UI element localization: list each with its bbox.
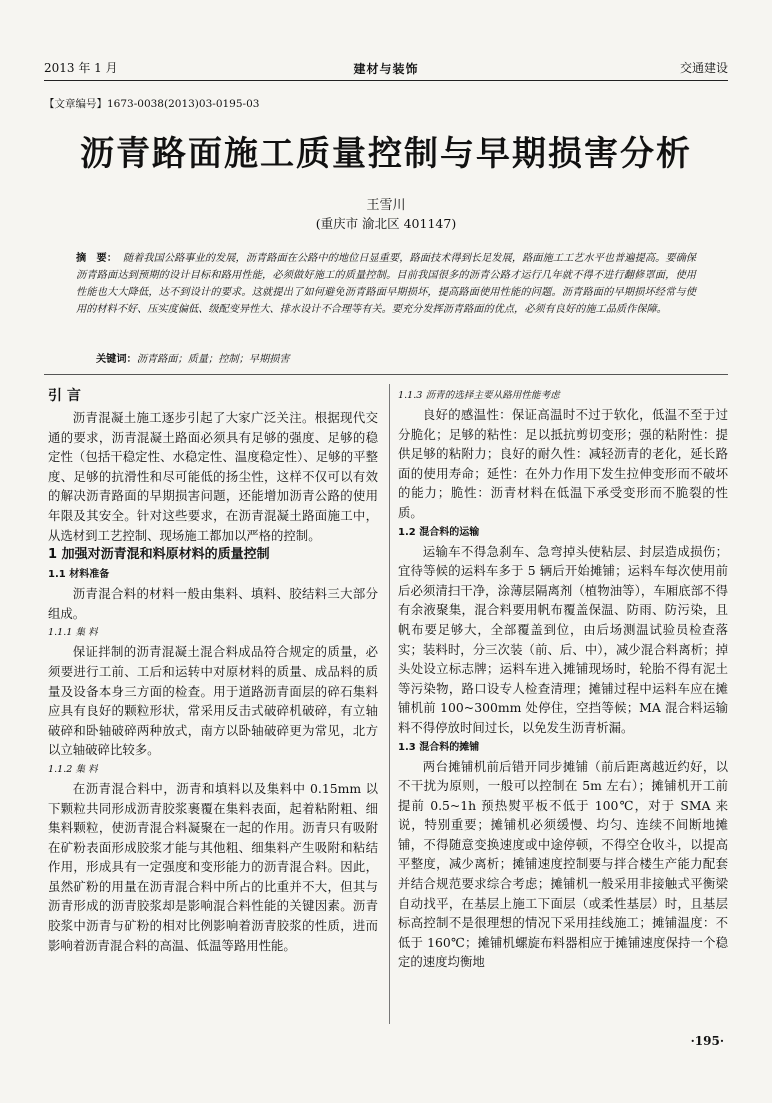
keywords-text: 沥青路面；质量；控制；早期损害 [136, 354, 290, 365]
page-number: ·195· [690, 1034, 724, 1048]
heading-section-1-1-2: 1.1.2 集 料 [48, 763, 98, 775]
article-number: 【文章编号】1673-0038(2013)03-0195-03 [44, 98, 260, 110]
paragraph-section-1-1: 沥青混合料的材料一般由集料、填料、胶结料三大部分组成。 [48, 586, 378, 621]
heading-section-1-1: 1.1 材料准备 [48, 569, 110, 581]
paragraph-section-1-2: 运输车不得急刹车、急弯掉头使粘层、封层造成损伤；宜待等候的运料车多于 5 辆后开始摊铺；运料车每次使用前后必须清扫干净，涂薄层隔离剂（植物油等），车厢底部不得有余液聚集，混合料要用帆布覆盖保温、防雨、防污染，且帆布要足够大，全部覆盖到位，由后场测温试验员检查落实；装料时，分三次装（前、后、中），减少混合料离析；掉头处设立标志牌；运料车进入摊铺现场时，轮胎不得有泥土等污染物，路口设专人检查清理；摊铺过程中运料车应在摊铺机前 100~300mm 处停住，空挡等候；MA 混合料运输料不得停放时间过长，以免发生沥青析漏。 [398, 543, 728, 735]
paragraph-section-1-3: 两台摊铺机前后错开同步摊铺（前后距离越近约好，以不干扰为原则，一般可以控制在 5m 左右）；摊铺机开工前提前 0.5~1h 预热熨平板不低于 100℃，对于 SMA 来说，特别重要；摊铺机必须缓慢、均匀、连续不间断地摊铺，不得随意变换速度或中途停顿，不得空仓收斗，以提高平整度，减少离析；摊铺速度控制要与拌合楼生产能力配套并结合规范要求综合考虑；摊铺机一般采用非接触式平衡梁自动找平，在基层上施工下面层（或柔性基层）时，且基层标高控制不是很理想的情况下采用挂线施工；摊铺温度：不低于 160℃；摊铺机螺旋布料器相应于摊铺速度保持一个稳定的速度均衡地 [398, 758, 728, 970]
paragraph-section-1-1-3: 良好的感温性：保证高温时不过于软化，低温不至于过分脆化；足够的粘性：足以抵抗剪切变形；强的粘附性：提供足够的粘附力；良好的耐久性：减轻沥青的老化，延长路面的使用寿命；延性：在外力作用下发生拉伸变形而不破坏的能力；脆性：沥青材料在低温下承受变形而不脆裂的性质。 [398, 407, 728, 520]
keywords-label: 关键词： [96, 353, 137, 365]
heading-section-1: 1 加强对沥青混和料原材料的质量控制 [48, 547, 270, 563]
header-section: 交通建设 [679, 61, 728, 75]
left-column [48, 386, 378, 955]
paragraph-section-1-1-1: 保证拌制的沥青混凝土混合料成品符合规定的质量，必须要进行工前、工后和运转中对原材料的质量、成品料的质量及设备本身三方面的检查。用于道路沥青面层的碎石集料应具有良好的颗粒形状，常采用反击式破碎机破碎，有立轴破碎和卧轴破碎两种放式，南方以卧轴破碎更为常见，北方以立轴破碎比较多。 [48, 644, 378, 758]
abstract [76, 250, 696, 318]
abstract-label: 摘 要： [76, 252, 117, 264]
right-column [398, 386, 728, 972]
heading-section-1-3: 1.3 混合料的摊铺 [398, 741, 480, 753]
abstract-text: 随着我国公路事业的发展，沥青路面在公路中的地位日显重要，路面技术得到长足发展，路面施工工艺水平也普遍提高。要确保沥青路面达到预期的设计目标和路用性能，必须做好施工的质量控制。目前我国很多的沥青公路才运行几年就不得不进行翻修罩面，使用性能也大大降低，达不到设计的要求。这就提出了如何避免沥青路面早期损坏，提高路面使用性能的问题。沥青路面的早期损坏经常与使用的材料不好、压实度偏低、级配变异性大、排水设计不合理等有关。要充分发挥沥青路面的优点，必须有良好的施工品质作保障。 [76, 253, 696, 315]
running-header [44, 58, 728, 81]
heading-introduction: 引 言 [48, 388, 81, 404]
paragraph-section-1-1-2: 在沥青混合料中，沥青和填料以及集料中 0.15mm 以下颗粒共同形成沥青胶浆裹覆在集料表面，起着粘附粗、细集料颗粒，使沥青混合料凝聚在一起的作用。沥青只有吸附在矿粉表面形成胶浆才能与其他粗、细集料产生吸附和粘结作用，形成具有一定强度和变形能力的沥青混合料。因此，虽然矿粉的用量在沥青混合料中所占的比重并不大，但其与沥青形成的沥青胶浆却是影响混合料性能的关键因素。沥青胶浆中沥青与矿粉的相对比例影响着沥青胶浆的性质，进而影响着沥青混合料的高温、低温等路用性能。 [48, 780, 378, 953]
paper-title: 沥青路面施工质量控制与早期损害分析 [80, 134, 692, 174]
author: 王雪川 [366, 198, 406, 213]
heading-section-1-1-1: 1.1.1 集 料 [48, 627, 98, 639]
heading-section-1-2: 1.2 混合料的运输 [398, 526, 480, 538]
affiliation: (重庆市 渝北区 401147) [315, 216, 457, 231]
paragraph-introduction: 沥青混凝土施工逐步引起了大家广泛关注。根据现代交通的要求，沥青混凝土路面必须具有足够的强度、足够的稳定性（包括干稳定性、水稳定性、温度稳定性）、足够的平整度、足够的抗滑性和尽可能低的扬尘性，这样不仅可以有效的解决沥青路面的早期损害问题，还能增加沥青公路的使用年限及其安全。针对这些要求，在沥青混凝土路面施工中，从选材到工艺控制、现场施工都加以严格的控制。 [48, 410, 378, 543]
heading-section-1-1-3: 1.1.3 沥青的选择主要从路用性能考虑 [398, 390, 560, 401]
horizontal-divider [44, 374, 728, 375]
keywords [96, 350, 696, 365]
column-divider [389, 384, 390, 1024]
header-date: 2013 年 1 月 [44, 61, 118, 75]
header-journal: 建材与装饰 [353, 62, 419, 76]
